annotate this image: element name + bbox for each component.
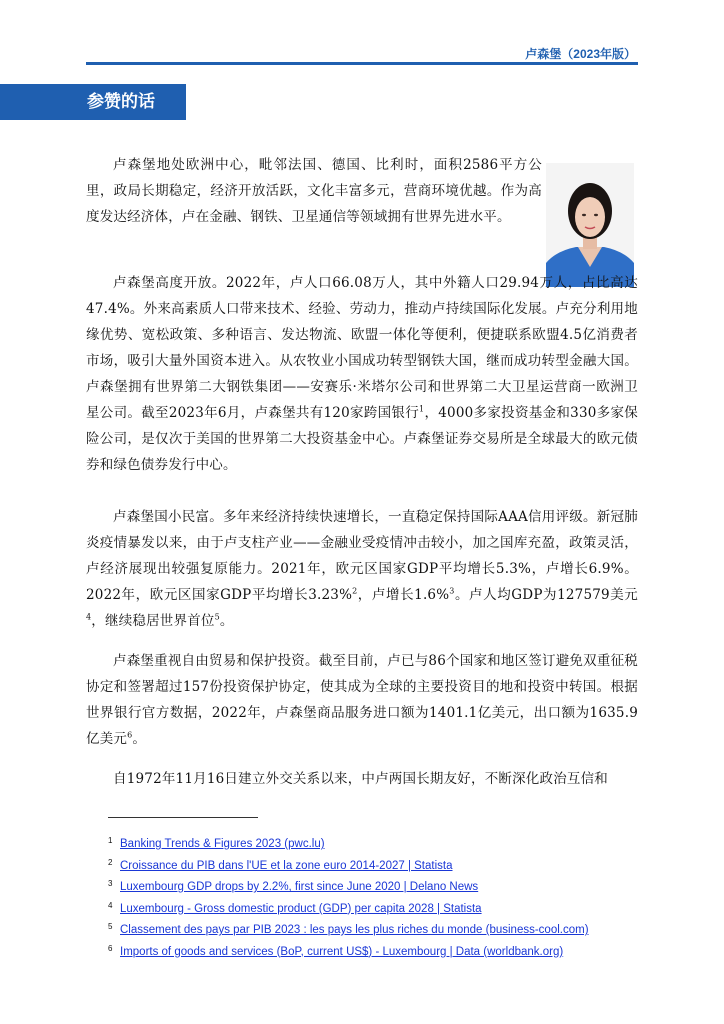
footnote-number: 3 (108, 879, 113, 888)
header-rule (86, 62, 638, 65)
footnote-ref-3: 3 (449, 586, 455, 596)
portrait-photo-icon (546, 163, 634, 287)
paragraph-openness (86, 270, 638, 478)
paragraph-economy-text-c: 。卢人均GDP为127579美元 (454, 587, 638, 603)
paragraph-relations: 自1972年11月16日建立外交关系以来，中卢两国长期友好，不断深化政治互信和 (113, 771, 609, 787)
section-title: 参赞的话 (0, 84, 186, 120)
footnote-ref-6: 6 (127, 730, 133, 740)
header-title: 卢森堡（2023年版） (525, 47, 636, 61)
footnote-list (108, 830, 589, 959)
paragraph-openness-text-a: 卢森堡高度开放。2022年，卢人口66.08万人，其中外籍人口29.94万人，占比高达47.4%。外来高素质人口带来技术、经验、劳动力，推动卢持续国际化发展。卢充分利用地缘优势、宽松政策、多种语言、发达物流、欧盟一体化等便利，便捷联系欧盟4.5亿消费者市场，吸引大量外国资本进入。从农牧业小国成功转型钢铁大国，继而成功转型金融大国。卢森堡拥有世界第二大钢铁集团——安赛乐·米塔尔公司和世界第二大卫星运营商一欧洲卫星公司。截至2023年6月，卢森堡共有120家跨国银行 (86, 275, 638, 421)
paragraph-economy (86, 504, 638, 634)
footnote-number: 2 (108, 857, 113, 867)
footnote-number: 4 (108, 900, 113, 910)
paragraph-economy-text-a: 卢森堡国小民富。多年来经济持续快速增长，一直稳定保持国际AAA信用评级。新冠肺炎疫情暴发以来，由于卢支柱产业——金融业受疫情冲击较小，加之国库充盈，政策灵活，卢经济展现出较强复原能力。2021年，欧元区国家GDP平均增长5.3%，卢增长6.9%。2022年，欧元区国家GDP平均增长3.23% (86, 509, 638, 603)
footnote-item (108, 830, 589, 852)
footnote-item (108, 895, 589, 917)
paragraph-economy-text-d: ，继续稳居世界首位 (91, 613, 215, 629)
paragraph-trade-text-a: 卢森堡重视自由贸易和保护投资。截至目前，卢已与86个国家和地区签订避免双重征税协定和签署超过157份投资保护协定，使其成为全球的主要投资目的地和投资中转国。根据世界银行官方数据，2022年，卢森堡商品服务进口额为1401.1亿美元，出口额为1635.9亿美元 (86, 653, 638, 747)
footnote-item (108, 938, 589, 960)
footnote-ref-5: 5 (214, 612, 220, 622)
paragraph-intro: 卢森堡地处欧洲中心，毗邻法国、德国、比利时，面积2586平方公里，政局长期稳定，经济开放活跃，文化丰富多元，营商环境优越。作为高度发达经济体，卢在金融、钢铁、卫星通信等领域拥有世界先进水平。 (86, 157, 542, 225)
footnote-ref-4: 4 (86, 612, 92, 622)
footnote-number: 1 (108, 836, 113, 845)
footnote-item (108, 852, 589, 874)
footnote-ref-2: 2 (352, 586, 358, 596)
footnote-number: 6 (108, 943, 113, 953)
footnote-link[interactable]: Banking Trends & Figures 2023 (pwc.lu) (120, 838, 325, 850)
footnote-link[interactable]: Croissance du PIB dans l'UE et la zone euro 2014-2027 | Statista (120, 859, 453, 872)
footnote-ref-1: 1 (419, 404, 425, 414)
footnote-link[interactable]: Luxembourg GDP drops by 2.2%, first since June 2020 | Delano News (120, 881, 479, 893)
footnote-link[interactable]: Classement des pays par PIB 2023 : les pays les plus riches du monde (business-cool.com) (120, 924, 589, 936)
paragraph-economy-text-e: 。 (219, 613, 234, 629)
footnote-separator (108, 817, 258, 818)
footnote-link[interactable]: Luxembourg - Gross domestic product (GDP) per capita 2028 | Statista (120, 902, 482, 915)
paragraph-trade (86, 648, 638, 752)
paragraph-economy-text-b: ，卢增长1.6% (357, 587, 450, 603)
portrait-photo (546, 163, 634, 287)
paragraph-openness-text-b: ，4000多家投资基金和330多家保险公司，是仅次于美国的世界第二大投资基金中心。卢森堡证券交易所是全球最大的欧元债券和绿色债券发行中心。 (86, 405, 638, 473)
paragraph-trade-text-b: 。 (132, 731, 147, 747)
footnote-link[interactable]: Imports of goods and services (BoP, current US$) - Luxembourg | Data (worldbank.org) (120, 945, 564, 958)
footnote-item (108, 916, 589, 938)
footnote-item (108, 873, 589, 895)
footnote-number: 5 (108, 922, 113, 931)
